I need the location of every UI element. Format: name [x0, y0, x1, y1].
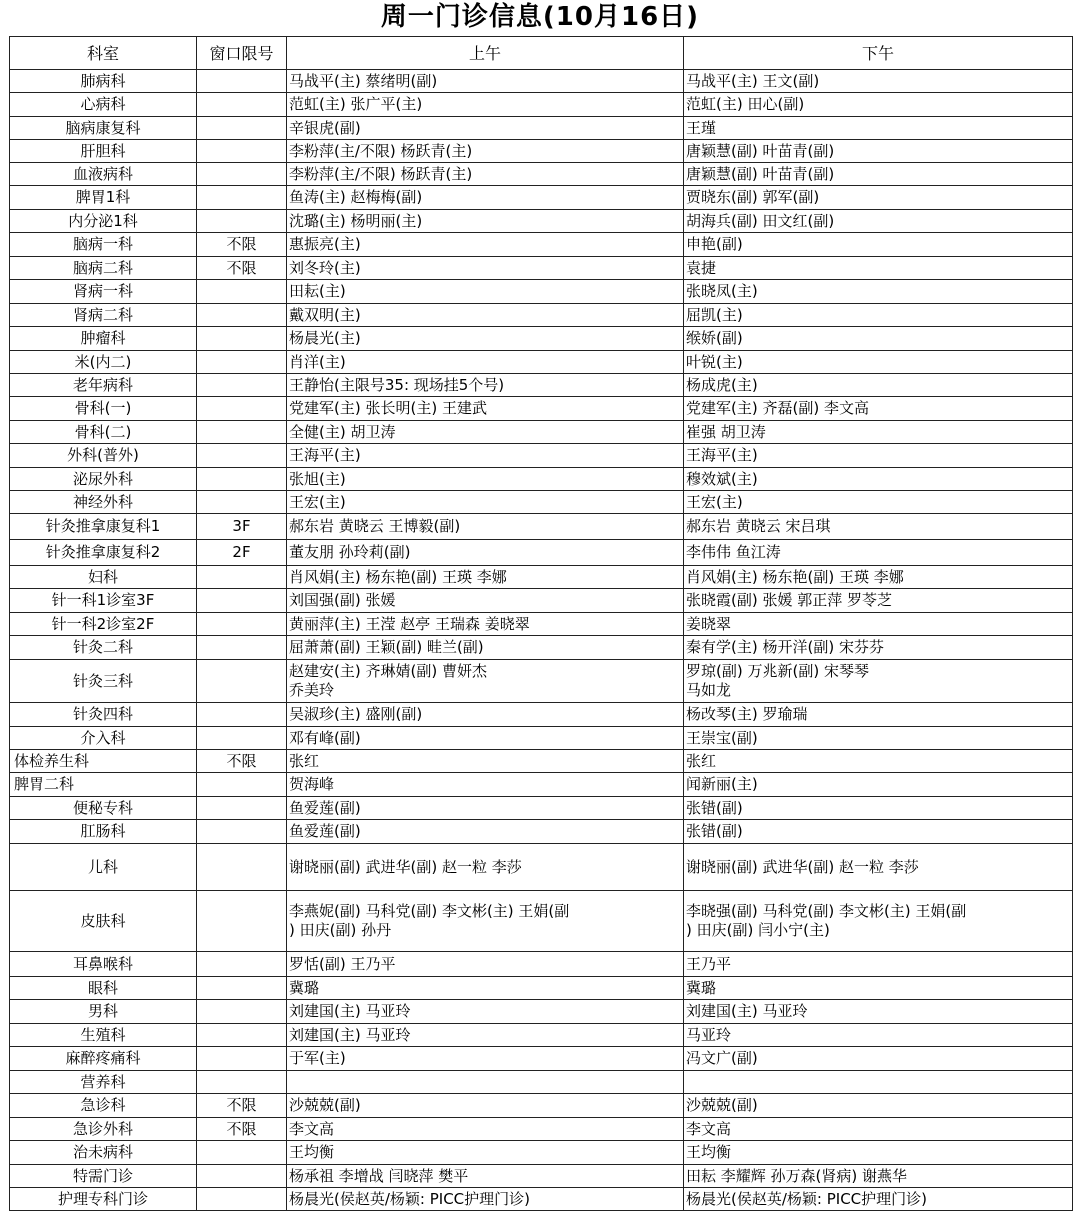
table-row: [10, 421, 1073, 444]
morning-doctors-cell: 辛银虎(副): [287, 117, 684, 140]
afternoon-doctors-cell: 刘建国(主) 马亚玲: [684, 1000, 1073, 1024]
window-limit-cell: 3F: [197, 514, 287, 540]
window-limit-cell: 不限: [197, 1094, 287, 1118]
afternoon-doctors-cell: 王瑾: [684, 117, 1073, 140]
window-limit-cell: [197, 589, 287, 613]
morning-doctors-cell: 董友朋 孙玲莉(副): [287, 540, 684, 566]
column-header-morning: 上午: [287, 37, 684, 70]
morning-doctors-cell: 冀璐: [287, 977, 684, 1000]
department-cell: 肾病一科: [10, 280, 197, 304]
window-limit-cell: [197, 820, 287, 844]
department-cell: 泌尿外科: [10, 468, 197, 491]
morning-doctors-cell: 全健(主) 胡卫涛: [287, 421, 684, 444]
afternoon-doctors-cell: 郝东岩 黄晓云 宋吕琪: [684, 514, 1073, 540]
window-limit-cell: [197, 727, 287, 750]
table-row: [10, 351, 1073, 374]
morning-doctors-cell: 谢晓丽(副) 武进华(副) 赵一粒 李莎: [287, 844, 684, 891]
window-limit-cell: [197, 613, 287, 636]
department-cell: 皮肤科: [10, 891, 197, 952]
department-cell: 儿科: [10, 844, 197, 891]
afternoon-doctors-cell: 张错(副): [684, 797, 1073, 820]
department-cell: 生殖科: [10, 1024, 197, 1047]
morning-doctors-cell: 刘建国(主) 马亚玲: [287, 1024, 684, 1047]
department-cell: 急诊科: [10, 1094, 197, 1118]
afternoon-doctors-cell: 张错(副): [684, 820, 1073, 844]
morning-doctors-cell: 王宏(主): [287, 491, 684, 514]
window-limit-cell: [197, 1047, 287, 1071]
morning-doctors-cell: 马战平(主) 蔡绪明(副): [287, 70, 684, 93]
window-limit-cell: [197, 117, 287, 140]
afternoon-doctors-cell: 杨改琴(主) 罗瑜瑞: [684, 703, 1073, 727]
morning-doctors-cell: 沙兢兢(副): [287, 1094, 684, 1118]
morning-doctors-cell: 杨承祖 李增战 闫晓萍 樊平: [287, 1165, 684, 1188]
afternoon-doctors-cell: 张晓霞(副) 张媛 郭正萍 罗苓芝: [684, 589, 1073, 613]
window-limit-cell: [197, 660, 287, 703]
department-cell: 营养科: [10, 1071, 197, 1094]
table-row: [10, 374, 1073, 397]
afternoon-doctors-cell: 缑娇(副): [684, 327, 1073, 351]
window-limit-cell: [197, 977, 287, 1000]
department-cell: 老年病科: [10, 374, 197, 397]
table-row: [10, 397, 1073, 421]
morning-doctors-cell: 赵建安(主) 齐琳婧(副) 曹妍杰 乔美玲: [287, 660, 684, 703]
afternoon-doctors-cell: 马战平(主) 王文(副): [684, 70, 1073, 93]
afternoon-doctors-cell: 秦有学(主) 杨开洋(副) 宋芬芬: [684, 636, 1073, 660]
department-cell: 特需门诊: [10, 1165, 197, 1188]
table-row: [10, 1094, 1073, 1118]
table-row: [10, 280, 1073, 304]
department-cell: 便秘专科: [10, 797, 197, 820]
window-limit-cell: [197, 491, 287, 514]
afternoon-doctors-cell: 肖风娟(主) 杨东艳(副) 王瑛 李娜: [684, 566, 1073, 589]
window-limit-cell: [197, 844, 287, 891]
window-limit-cell: 不限: [197, 257, 287, 280]
afternoon-doctors-cell: 张晓凤(主): [684, 280, 1073, 304]
window-limit-cell: [197, 397, 287, 421]
afternoon-doctors-cell: [684, 1071, 1073, 1094]
department-cell: 眼科: [10, 977, 197, 1000]
window-limit-cell: [197, 797, 287, 820]
window-limit-cell: [197, 1188, 287, 1211]
department-cell: 治未病科: [10, 1141, 197, 1165]
morning-doctors-cell: 屈萧萧(副) 王颖(副) 畦兰(副): [287, 636, 684, 660]
morning-doctors-cell: 罗恬(副) 王乃平: [287, 952, 684, 977]
column-header-afternoon: 下午: [684, 37, 1073, 70]
table-row: [10, 140, 1073, 163]
morning-doctors-cell: 肖洋(主): [287, 351, 684, 374]
morning-doctors-cell: 黄丽萍(主) 王滢 赵亭 王瑞森 姜晓翠: [287, 613, 684, 636]
morning-doctors-cell: 鱼涛(主) 赵梅梅(副): [287, 186, 684, 210]
morning-doctors-cell: [287, 1071, 684, 1094]
department-cell: 妇科: [10, 566, 197, 589]
window-limit-cell: [197, 1024, 287, 1047]
table-header-row: [10, 37, 1073, 70]
window-limit-cell: [197, 566, 287, 589]
department-cell: 体检养生科: [10, 750, 197, 773]
table-row: [10, 952, 1073, 977]
afternoon-doctors-cell: 屈凯(主): [684, 304, 1073, 327]
morning-doctors-cell: 吴淑珍(主) 盛刚(副): [287, 703, 684, 727]
afternoon-doctors-cell: 李文高: [684, 1118, 1073, 1141]
table-row: [10, 540, 1073, 566]
window-limit-cell: 不限: [197, 1118, 287, 1141]
window-limit-cell: [197, 703, 287, 727]
department-cell: 针灸推拿康复科2: [10, 540, 197, 566]
table-row: [10, 613, 1073, 636]
department-cell: 肝胆科: [10, 140, 197, 163]
morning-doctors-cell: 刘建国(主) 马亚玲: [287, 1000, 684, 1024]
afternoon-doctors-cell: 杨晨光(侯赵英/杨颖: PICC护理门诊): [684, 1188, 1073, 1211]
morning-doctors-cell: 惠振亮(主): [287, 233, 684, 257]
window-limit-cell: [197, 210, 287, 233]
department-cell: 肾病二科: [10, 304, 197, 327]
table-row: [10, 773, 1073, 797]
afternoon-doctors-cell: 申艳(副): [684, 233, 1073, 257]
afternoon-doctors-cell: 冀璐: [684, 977, 1073, 1000]
morning-doctors-cell: 刘国强(副) 张媛: [287, 589, 684, 613]
table-row: [10, 1024, 1073, 1047]
morning-doctors-cell: 于军(主): [287, 1047, 684, 1071]
morning-doctors-cell: 杨晨光(主): [287, 327, 684, 351]
table-row: [10, 514, 1073, 540]
department-cell: 肛肠科: [10, 820, 197, 844]
table-row: [10, 186, 1073, 210]
table-row: [10, 977, 1073, 1000]
table-row: [10, 844, 1073, 891]
afternoon-doctors-cell: 唐颖慧(副) 叶苗青(副): [684, 163, 1073, 186]
department-cell: 血液病科: [10, 163, 197, 186]
table-row: [10, 797, 1073, 820]
morning-doctors-cell: 邓有峰(副): [287, 727, 684, 750]
window-limit-cell: [197, 773, 287, 797]
window-limit-cell: [197, 421, 287, 444]
department-cell: 骨科(二): [10, 421, 197, 444]
window-limit-cell: 2F: [197, 540, 287, 566]
morning-doctors-cell: 李粉萍(主/不限) 杨跃青(主): [287, 140, 684, 163]
morning-doctors-cell: 肖风娟(主) 杨东艳(副) 王瑛 李娜: [287, 566, 684, 589]
department-cell: 脾胃1科: [10, 186, 197, 210]
window-limit-cell: [197, 163, 287, 186]
morning-doctors-cell: 张红: [287, 750, 684, 773]
afternoon-doctors-cell: 范虹(主) 田心(副): [684, 93, 1073, 117]
table-row: [10, 703, 1073, 727]
table-row: [10, 327, 1073, 351]
department-cell: 外科(普外): [10, 444, 197, 468]
afternoon-doctors-cell: 杨成虎(主): [684, 374, 1073, 397]
table-row: [10, 1188, 1073, 1211]
department-cell: 内分泌1科: [10, 210, 197, 233]
morning-doctors-cell: 杨晨光(侯赵英/杨颖: PICC护理门诊): [287, 1188, 684, 1211]
morning-doctors-cell: 张旭(主): [287, 468, 684, 491]
morning-doctors-cell: 刘冬玲(主): [287, 257, 684, 280]
window-limit-cell: [197, 304, 287, 327]
table-row: [10, 1141, 1073, 1165]
department-cell: 米(内二): [10, 351, 197, 374]
afternoon-doctors-cell: 李伟伟 鱼江涛: [684, 540, 1073, 566]
morning-doctors-cell: 王海平(主): [287, 444, 684, 468]
afternoon-doctors-cell: 贾晓东(副) 郭军(副): [684, 186, 1073, 210]
morning-doctors-cell: 李粉萍(主/不限) 杨跃青(主): [287, 163, 684, 186]
morning-doctors-cell: 鱼爱莲(副): [287, 797, 684, 820]
department-cell: 急诊外科: [10, 1118, 197, 1141]
morning-doctors-cell: 范虹(主) 张广平(主): [287, 93, 684, 117]
window-limit-cell: [197, 1141, 287, 1165]
department-cell: 骨科(一): [10, 397, 197, 421]
table-row: [10, 491, 1073, 514]
afternoon-doctors-cell: 罗琼(副) 万兆新(副) 宋琴琴 马如龙: [684, 660, 1073, 703]
morning-doctors-cell: 戴双明(主): [287, 304, 684, 327]
window-limit-cell: [197, 280, 287, 304]
window-limit-cell: [197, 327, 287, 351]
afternoon-doctors-cell: 张红: [684, 750, 1073, 773]
table-row: [10, 117, 1073, 140]
window-limit-cell: [197, 891, 287, 952]
morning-doctors-cell: 贺海峰: [287, 773, 684, 797]
window-limit-cell: [197, 1071, 287, 1094]
afternoon-doctors-cell: 冯文广(副): [684, 1047, 1073, 1071]
table-row: [10, 93, 1073, 117]
department-cell: 针一科2诊室2F: [10, 613, 197, 636]
window-limit-cell: [197, 444, 287, 468]
department-cell: 针一科1诊室3F: [10, 589, 197, 613]
department-cell: 肺病科: [10, 70, 197, 93]
table-row: [10, 566, 1073, 589]
department-cell: 针灸四科: [10, 703, 197, 727]
afternoon-doctors-cell: 闻新丽(主): [684, 773, 1073, 797]
window-limit-cell: [197, 140, 287, 163]
table-row: [10, 727, 1073, 750]
department-cell: 针灸二科: [10, 636, 197, 660]
table-row: [10, 750, 1073, 773]
afternoon-doctors-cell: 胡海兵(副) 田文红(副): [684, 210, 1073, 233]
window-limit-cell: [197, 952, 287, 977]
morning-doctors-cell: 李燕妮(副) 马科党(副) 李文彬(主) 王娟(副 ) 田庆(副) 孙丹: [287, 891, 684, 952]
department-cell: 介入科: [10, 727, 197, 750]
department-cell: 脑病康复科: [10, 117, 197, 140]
window-limit-cell: [197, 93, 287, 117]
table-row: [10, 304, 1073, 327]
window-limit-cell: [197, 186, 287, 210]
window-limit-cell: [197, 374, 287, 397]
morning-doctors-cell: 沈璐(主) 杨明丽(主): [287, 210, 684, 233]
department-cell: 脑病二科: [10, 257, 197, 280]
window-limit-cell: [197, 70, 287, 93]
table-row: [10, 1118, 1073, 1141]
table-row: [10, 468, 1073, 491]
table-row: [10, 233, 1073, 257]
morning-doctors-cell: 李文高: [287, 1118, 684, 1141]
table-row: [10, 660, 1073, 703]
department-cell: 男科: [10, 1000, 197, 1024]
page-title: 周一门诊信息(10月16日): [380, 2, 700, 32]
department-cell: 神经外科: [10, 491, 197, 514]
department-cell: 脑病一科: [10, 233, 197, 257]
window-limit-cell: 不限: [197, 233, 287, 257]
afternoon-doctors-cell: 李晓强(副) 马科党(副) 李文彬(主) 王娟(副 ) 田庆(副) 闫小宁(主): [684, 891, 1073, 952]
department-cell: 心病科: [10, 93, 197, 117]
afternoon-doctors-cell: 沙兢兢(副): [684, 1094, 1073, 1118]
table-row: [10, 1071, 1073, 1094]
table-row: [10, 257, 1073, 280]
afternoon-doctors-cell: 穆效斌(主): [684, 468, 1073, 491]
afternoon-doctors-cell: 王乃平: [684, 952, 1073, 977]
table-row: [10, 636, 1073, 660]
morning-doctors-cell: 田耘(主): [287, 280, 684, 304]
morning-doctors-cell: 王均衡: [287, 1141, 684, 1165]
afternoon-doctors-cell: 党建军(主) 齐磊(副) 李文高: [684, 397, 1073, 421]
afternoon-doctors-cell: 王宏(主): [684, 491, 1073, 514]
afternoon-doctors-cell: 袁捷: [684, 257, 1073, 280]
afternoon-doctors-cell: 王海平(主): [684, 444, 1073, 468]
table-row: [10, 210, 1073, 233]
window-limit-cell: [197, 1000, 287, 1024]
afternoon-doctors-cell: 谢晓丽(副) 武进华(副) 赵一粒 李莎: [684, 844, 1073, 891]
afternoon-doctors-cell: 唐颖慧(副) 叶苗青(副): [684, 140, 1073, 163]
column-header-department: 科室: [10, 37, 197, 70]
afternoon-doctors-cell: 马亚玲: [684, 1024, 1073, 1047]
window-limit-cell: [197, 1165, 287, 1188]
department-cell: 耳鼻喉科: [10, 952, 197, 977]
department-cell: 护理专科门诊: [10, 1188, 197, 1211]
morning-doctors-cell: 王静怡(主限号35: 现场挂5个号): [287, 374, 684, 397]
department-cell: 脾胃二科: [10, 773, 197, 797]
department-cell: 针灸三科: [10, 660, 197, 703]
afternoon-doctors-cell: 姜晓翠: [684, 613, 1073, 636]
table-row: [10, 1165, 1073, 1188]
department-cell: 肿瘤科: [10, 327, 197, 351]
clinic-schedule-table: [9, 36, 1073, 1211]
table-row: [10, 1047, 1073, 1071]
window-limit-cell: [197, 351, 287, 374]
window-limit-cell: 不限: [197, 750, 287, 773]
table-row: [10, 70, 1073, 93]
window-limit-cell: [197, 468, 287, 491]
window-limit-cell: [197, 636, 287, 660]
table-row: [10, 1000, 1073, 1024]
morning-doctors-cell: 郝东岩 黄晓云 王博毅(副): [287, 514, 684, 540]
table-row: [10, 589, 1073, 613]
table-row: [10, 163, 1073, 186]
table-row: [10, 820, 1073, 844]
table-row: [10, 444, 1073, 468]
morning-doctors-cell: 鱼爱莲(副): [287, 820, 684, 844]
afternoon-doctors-cell: 叶锐(主): [684, 351, 1073, 374]
afternoon-doctors-cell: 王均衡: [684, 1141, 1073, 1165]
department-cell: 麻醉疼痛科: [10, 1047, 197, 1071]
afternoon-doctors-cell: 王崇宝(副): [684, 727, 1073, 750]
morning-doctors-cell: 党建军(主) 张长明(主) 王建武: [287, 397, 684, 421]
table-row: [10, 891, 1073, 952]
department-cell: 针灸推拿康复科1: [10, 514, 197, 540]
column-header-window-limit: 窗口限号: [197, 37, 287, 70]
afternoon-doctors-cell: 崔强 胡卫涛: [684, 421, 1073, 444]
afternoon-doctors-cell: 田耘 李耀辉 孙万森(肾病) 谢燕华: [684, 1165, 1073, 1188]
